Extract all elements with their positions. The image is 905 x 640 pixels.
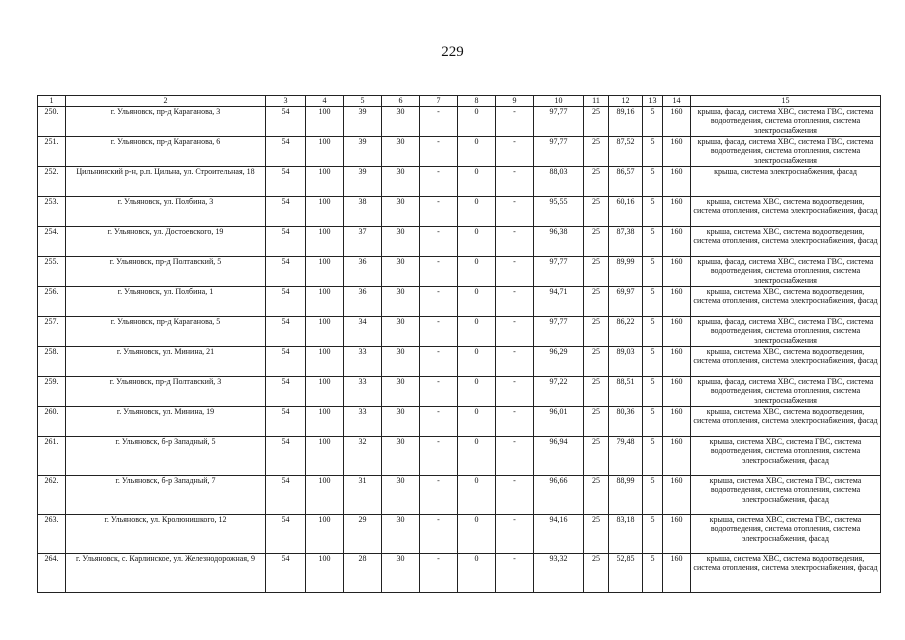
- table-row: [38, 316, 881, 346]
- table-cell-col-14: 160: [663, 346, 691, 376]
- table-cell-col-7: -: [420, 376, 458, 406]
- table-cell-col-5: 39: [344, 136, 382, 166]
- table-cell-col-9: -: [496, 316, 534, 346]
- table-cell-col-6: 30: [382, 346, 420, 376]
- table-cell-col-9: -: [496, 166, 534, 196]
- table-cell-col-8: 0: [458, 226, 496, 256]
- table-cell-col-4: 100: [306, 106, 344, 136]
- table-cell-col-1: 257.: [38, 316, 66, 346]
- table-row: [38, 475, 881, 514]
- table-cell-col-7: -: [420, 475, 458, 514]
- table-cell-col-6: 30: [382, 136, 420, 166]
- table-cell-col-4: 100: [306, 256, 344, 286]
- table-cell-col-15: крыша, система электроснабжения, фасад: [691, 166, 881, 196]
- column-header-1: 1: [38, 96, 66, 107]
- table-row: [38, 553, 881, 592]
- table-cell-col-1: 264.: [38, 553, 66, 592]
- table-cell-col-1: 254.: [38, 226, 66, 256]
- table-cell-col-15: крыша, система ХВС, система ГВС, система водоотведения, система отопления, система электроснабжения, фасад: [691, 436, 881, 475]
- table-cell-col-9: -: [496, 514, 534, 553]
- table-cell-col-13: 5: [643, 514, 663, 553]
- table-cell-col-7: -: [420, 406, 458, 436]
- table-cell-col-7: -: [420, 226, 458, 256]
- table-cell-col-3: 54: [266, 436, 306, 475]
- table-cell-col-6: 30: [382, 406, 420, 436]
- table-cell-col-12: 88,99: [609, 475, 643, 514]
- table-cell-col-9: -: [496, 376, 534, 406]
- table-cell-col-6: 30: [382, 286, 420, 316]
- table-cell-col-4: 100: [306, 226, 344, 256]
- table-cell-col-6: 30: [382, 436, 420, 475]
- table-cell-col-13: 5: [643, 286, 663, 316]
- table-cell-col-5: 32: [344, 436, 382, 475]
- column-header-15: 15: [691, 96, 881, 107]
- table-cell-col-2: Цильнинский р-н, р.п. Цильна, ул. Строительная, 18: [66, 166, 266, 196]
- table-cell-col-2: г. Ульяновск, пр-д Караганова, 5: [66, 316, 266, 346]
- table-cell-col-14: 160: [663, 106, 691, 136]
- table-cell-col-1: 258.: [38, 346, 66, 376]
- table-row: [38, 106, 881, 136]
- table-cell-col-3: 54: [266, 226, 306, 256]
- table-cell-col-8: 0: [458, 256, 496, 286]
- table-cell-col-5: 39: [344, 106, 382, 136]
- table-cell-col-9: -: [496, 136, 534, 166]
- table-cell-col-11: 25: [584, 514, 609, 553]
- table-cell-col-13: 5: [643, 136, 663, 166]
- table-cell-col-9: -: [496, 106, 534, 136]
- table-row: [38, 256, 881, 286]
- table-cell-col-8: 0: [458, 376, 496, 406]
- table-cell-col-13: 5: [643, 226, 663, 256]
- table-cell-col-12: 60,16: [609, 196, 643, 226]
- table-cell-col-1: 262.: [38, 475, 66, 514]
- table-cell-col-10: 97,22: [534, 376, 584, 406]
- table-cell-col-3: 54: [266, 106, 306, 136]
- table-cell-col-7: -: [420, 346, 458, 376]
- table-cell-col-9: -: [496, 406, 534, 436]
- table-cell-col-12: 83,18: [609, 514, 643, 553]
- table-cell-col-11: 25: [584, 196, 609, 226]
- table-cell-col-13: 5: [643, 553, 663, 592]
- table-cell-col-14: 160: [663, 553, 691, 592]
- table-cell-col-10: 93,32: [534, 553, 584, 592]
- table-cell-col-12: 69,97: [609, 286, 643, 316]
- table-cell-col-8: 0: [458, 406, 496, 436]
- table-cell-col-8: 0: [458, 196, 496, 226]
- table-cell-col-5: 39: [344, 166, 382, 196]
- table-cell-col-6: 30: [382, 226, 420, 256]
- table-row: [38, 514, 881, 553]
- table-cell-col-7: -: [420, 256, 458, 286]
- table-cell-col-8: 0: [458, 136, 496, 166]
- table-cell-col-12: 88,51: [609, 376, 643, 406]
- table-cell-col-11: 25: [584, 106, 609, 136]
- table-cell-col-11: 25: [584, 376, 609, 406]
- table-cell-col-9: -: [496, 436, 534, 475]
- table-cell-col-10: 96,94: [534, 436, 584, 475]
- table-cell-col-14: 160: [663, 166, 691, 196]
- table-cell-col-15: крыша, система ХВС, система водоотведения, система отопления, система электроснабжения, фасад: [691, 196, 881, 226]
- table-cell-col-11: 25: [584, 346, 609, 376]
- table-cell-col-5: 33: [344, 346, 382, 376]
- table-cell-col-8: 0: [458, 553, 496, 592]
- table-cell-col-4: 100: [306, 196, 344, 226]
- table-row: [38, 436, 881, 475]
- table-cell-col-7: -: [420, 196, 458, 226]
- table-cell-col-13: 5: [643, 436, 663, 475]
- table-cell-col-5: 28: [344, 553, 382, 592]
- table-cell-col-14: 160: [663, 475, 691, 514]
- table-cell-col-12: 87,52: [609, 136, 643, 166]
- table-cell-col-10: 97,77: [534, 106, 584, 136]
- table-cell-col-7: -: [420, 106, 458, 136]
- table-cell-col-13: 5: [643, 406, 663, 436]
- table-cell-col-9: -: [496, 196, 534, 226]
- table-cell-col-11: 25: [584, 406, 609, 436]
- table-cell-col-6: 30: [382, 316, 420, 346]
- table-cell-col-4: 100: [306, 436, 344, 475]
- table-cell-col-4: 100: [306, 376, 344, 406]
- table-cell-col-1: 253.: [38, 196, 66, 226]
- table-cell-col-2: г. Ульяновск, ул. Полбина, 3: [66, 196, 266, 226]
- table-row: [38, 406, 881, 436]
- table-cell-col-1: 261.: [38, 436, 66, 475]
- column-header-5: 5: [344, 96, 382, 107]
- table-cell-col-14: 160: [663, 196, 691, 226]
- table-cell-col-2: г. Ульяновск, ул. Достоевского, 19: [66, 226, 266, 256]
- table-cell-col-4: 100: [306, 514, 344, 553]
- table-cell-col-3: 54: [266, 406, 306, 436]
- table-cell-col-5: 33: [344, 376, 382, 406]
- table-cell-col-8: 0: [458, 436, 496, 475]
- column-header-13: 13: [643, 96, 663, 107]
- table-cell-col-13: 5: [643, 196, 663, 226]
- table-cell-col-6: 30: [382, 166, 420, 196]
- table-cell-col-10: 88,03: [534, 166, 584, 196]
- table-cell-col-11: 25: [584, 475, 609, 514]
- table-cell-col-9: -: [496, 226, 534, 256]
- table-cell-col-3: 54: [266, 166, 306, 196]
- table-cell-col-13: 5: [643, 376, 663, 406]
- table-cell-col-4: 100: [306, 406, 344, 436]
- column-header-6: 6: [382, 96, 420, 107]
- table-cell-col-9: -: [496, 256, 534, 286]
- table-cell-col-13: 5: [643, 106, 663, 136]
- table-cell-col-2: г. Ульяновск, пр-д Полтавский, 5: [66, 256, 266, 286]
- table-cell-col-5: 36: [344, 286, 382, 316]
- table-cell-col-2: г. Ульяновск, ул. Минина, 21: [66, 346, 266, 376]
- table-cell-col-12: 79,48: [609, 436, 643, 475]
- table-cell-col-4: 100: [306, 286, 344, 316]
- table-cell-col-12: 89,03: [609, 346, 643, 376]
- table-cell-col-1: 256.: [38, 286, 66, 316]
- table-cell-col-15: крыша, фасад, система ХВС, система ГВС, система водоотведения, система отопления, система электроснабжения: [691, 136, 881, 166]
- table-row: [38, 376, 881, 406]
- table-cell-col-5: 29: [344, 514, 382, 553]
- table-cell-col-1: 255.: [38, 256, 66, 286]
- table-cell-col-9: -: [496, 553, 534, 592]
- table-cell-col-7: -: [420, 553, 458, 592]
- table-cell-col-1: 250.: [38, 106, 66, 136]
- table-cell-col-4: 100: [306, 316, 344, 346]
- table-cell-col-11: 25: [584, 136, 609, 166]
- table-cell-col-2: г. Ульяновск, ул. Минина, 19: [66, 406, 266, 436]
- table-cell-col-14: 160: [663, 376, 691, 406]
- table-cell-col-15: крыша, система ХВС, система водоотведения, система отопления, система электроснабжения, фасад: [691, 286, 881, 316]
- table-cell-col-13: 5: [643, 166, 663, 196]
- table-cell-col-14: 160: [663, 256, 691, 286]
- table-cell-col-2: г. Ульяновск, ул. Полбина, 1: [66, 286, 266, 316]
- column-header-3: 3: [266, 96, 306, 107]
- table-cell-col-3: 54: [266, 286, 306, 316]
- table-cell-col-8: 0: [458, 346, 496, 376]
- table-cell-col-4: 100: [306, 346, 344, 376]
- table-cell-col-8: 0: [458, 316, 496, 346]
- table-cell-col-13: 5: [643, 256, 663, 286]
- table-cell-col-11: 25: [584, 226, 609, 256]
- table-cell-col-4: 100: [306, 553, 344, 592]
- table-cell-col-1: 260.: [38, 406, 66, 436]
- table-cell-col-10: 94,71: [534, 286, 584, 316]
- column-header-8: 8: [458, 96, 496, 107]
- table-cell-col-3: 54: [266, 514, 306, 553]
- table-cell-col-7: -: [420, 436, 458, 475]
- table-cell-col-14: 160: [663, 136, 691, 166]
- table-cell-col-15: крыша, система ХВС, система водоотведения, система отопления, система электроснабжения, фасад: [691, 346, 881, 376]
- table-cell-col-12: 89,16: [609, 106, 643, 136]
- column-header-10: 10: [534, 96, 584, 107]
- table-cell-col-3: 54: [266, 376, 306, 406]
- table-cell-col-6: 30: [382, 256, 420, 286]
- table-cell-col-8: 0: [458, 106, 496, 136]
- table-cell-col-3: 54: [266, 196, 306, 226]
- table-cell-col-6: 30: [382, 553, 420, 592]
- table-cell-col-1: 252.: [38, 166, 66, 196]
- table-cell-col-9: -: [496, 475, 534, 514]
- table-cell-col-10: 96,01: [534, 406, 584, 436]
- column-header-4: 4: [306, 96, 344, 107]
- table-cell-col-15: крыша, фасад, система ХВС, система ГВС, система водоотведения, система отопления, система электроснабжения: [691, 256, 881, 286]
- table-cell-col-5: 33: [344, 406, 382, 436]
- table-cell-col-10: 96,29: [534, 346, 584, 376]
- table-cell-col-2: г. Ульяновск, б-р Западный, 5: [66, 436, 266, 475]
- table-cell-col-7: -: [420, 286, 458, 316]
- table-cell-col-1: 259.: [38, 376, 66, 406]
- table-cell-col-11: 25: [584, 286, 609, 316]
- table-cell-col-10: 97,77: [534, 136, 584, 166]
- table-cell-col-15: крыша, фасад, система ХВС, система ГВС, система водоотведения, система отопления, система электроснабжения: [691, 106, 881, 136]
- table-cell-col-15: крыша, система ХВС, система ГВС, система водоотведения, система отопления, система электроснабжения, фасад: [691, 475, 881, 514]
- table-cell-col-12: 80,36: [609, 406, 643, 436]
- table-cell-col-12: 86,57: [609, 166, 643, 196]
- table-cell-col-14: 160: [663, 316, 691, 346]
- column-header-9: 9: [496, 96, 534, 107]
- data-table: [37, 95, 881, 593]
- table-cell-col-11: 25: [584, 256, 609, 286]
- table-cell-col-1: 251.: [38, 136, 66, 166]
- table-cell-col-14: 160: [663, 286, 691, 316]
- table-cell-col-10: 95,55: [534, 196, 584, 226]
- table-cell-col-13: 5: [643, 316, 663, 346]
- table-cell-col-8: 0: [458, 514, 496, 553]
- table-cell-col-7: -: [420, 514, 458, 553]
- table-cell-col-5: 38: [344, 196, 382, 226]
- table-cell-col-3: 54: [266, 136, 306, 166]
- table-cell-col-9: -: [496, 286, 534, 316]
- table-cell-col-2: г. Ульяновск, пр-д Полтавский, 3: [66, 376, 266, 406]
- table-cell-col-3: 54: [266, 553, 306, 592]
- table-cell-col-6: 30: [382, 475, 420, 514]
- column-header-11: 11: [584, 96, 609, 107]
- table-cell-col-13: 5: [643, 346, 663, 376]
- table-cell-col-5: 31: [344, 475, 382, 514]
- table-cell-col-3: 54: [266, 475, 306, 514]
- table-cell-col-10: 94,16: [534, 514, 584, 553]
- table-cell-col-15: крыша, система ХВС, система водоотведения, система отопления, система электроснабжения, фасад: [691, 553, 881, 592]
- table-cell-col-10: 96,38: [534, 226, 584, 256]
- column-header-12: 12: [609, 96, 643, 107]
- table-cell-col-4: 100: [306, 166, 344, 196]
- table-cell-col-12: 86,22: [609, 316, 643, 346]
- table-cell-col-11: 25: [584, 436, 609, 475]
- column-header-14: 14: [663, 96, 691, 107]
- table-cell-col-15: крыша, фасад, система ХВС, система ГВС, система водоотведения, система отопления, система электроснабжения: [691, 376, 881, 406]
- table-cell-col-15: крыша, система ХВС, система водоотведения, система отопления, система электроснабжения, фасад: [691, 226, 881, 256]
- table-row: [38, 166, 881, 196]
- table-cell-col-5: 37: [344, 226, 382, 256]
- table-cell-col-6: 30: [382, 106, 420, 136]
- table-cell-col-2: г. Ульяновск, пр-д Караганова, 6: [66, 136, 266, 166]
- table-cell-col-2: г. Ульяновск, б-р Западный, 7: [66, 475, 266, 514]
- table-row: [38, 136, 881, 166]
- table-row: [38, 286, 881, 316]
- table-cell-col-12: 52,85: [609, 553, 643, 592]
- table-cell-col-14: 160: [663, 406, 691, 436]
- table-cell-col-7: -: [420, 166, 458, 196]
- table-cell-col-4: 100: [306, 475, 344, 514]
- table-cell-col-11: 25: [584, 316, 609, 346]
- table-cell-col-10: 97,77: [534, 316, 584, 346]
- table-cell-col-12: 87,38: [609, 226, 643, 256]
- table-cell-col-2: г. Ульяновск, пр-д Караганова, 3: [66, 106, 266, 136]
- table-cell-col-15: крыша, фасад, система ХВС, система ГВС, система водоотведения, система отопления, система электроснабжения: [691, 316, 881, 346]
- table-cell-col-15: крыша, система ХВС, система ГВС, система водоотведения, система отопления, система электроснабжения, фасад: [691, 514, 881, 553]
- table-cell-col-3: 54: [266, 346, 306, 376]
- table-cell-col-8: 0: [458, 166, 496, 196]
- table-cell-col-2: г. Ульяновск, ул. Кролюнишкого, 12: [66, 514, 266, 553]
- table-cell-col-14: 160: [663, 226, 691, 256]
- table-cell-col-12: 89,99: [609, 256, 643, 286]
- table-cell-col-14: 160: [663, 514, 691, 553]
- table-cell-col-9: -: [496, 346, 534, 376]
- table-cell-col-3: 54: [266, 256, 306, 286]
- table-row: [38, 196, 881, 226]
- header-row: [38, 96, 881, 107]
- table-cell-col-5: 36: [344, 256, 382, 286]
- table-cell-col-5: 34: [344, 316, 382, 346]
- table-cell-col-6: 30: [382, 196, 420, 226]
- table-cell-col-11: 25: [584, 166, 609, 196]
- table-cell-col-6: 30: [382, 376, 420, 406]
- table-cell-col-10: 97,77: [534, 256, 584, 286]
- table-cell-col-14: 160: [663, 436, 691, 475]
- table-cell-col-2: г. Ульяновск, с. Карлинское, ул. Железнодорожная, 9: [66, 553, 266, 592]
- table-cell-col-7: -: [420, 316, 458, 346]
- page-number: 229: [441, 44, 464, 60]
- table-cell-col-10: 96,66: [534, 475, 584, 514]
- table-cell-col-8: 0: [458, 286, 496, 316]
- table-row: [38, 346, 881, 376]
- column-header-7: 7: [420, 96, 458, 107]
- table-cell-col-8: 0: [458, 475, 496, 514]
- column-header-2: 2: [66, 96, 266, 107]
- table-cell-col-6: 30: [382, 514, 420, 553]
- table-cell-col-1: 263.: [38, 514, 66, 553]
- table-row: [38, 226, 881, 256]
- table-cell-col-11: 25: [584, 553, 609, 592]
- table-cell-col-13: 5: [643, 475, 663, 514]
- table-cell-col-15: крыша, система ХВС, система водоотведения, система отопления, система электроснабжения, фасад: [691, 406, 881, 436]
- table-cell-col-4: 100: [306, 136, 344, 166]
- table-cell-col-3: 54: [266, 316, 306, 346]
- table-cell-col-7: -: [420, 136, 458, 166]
